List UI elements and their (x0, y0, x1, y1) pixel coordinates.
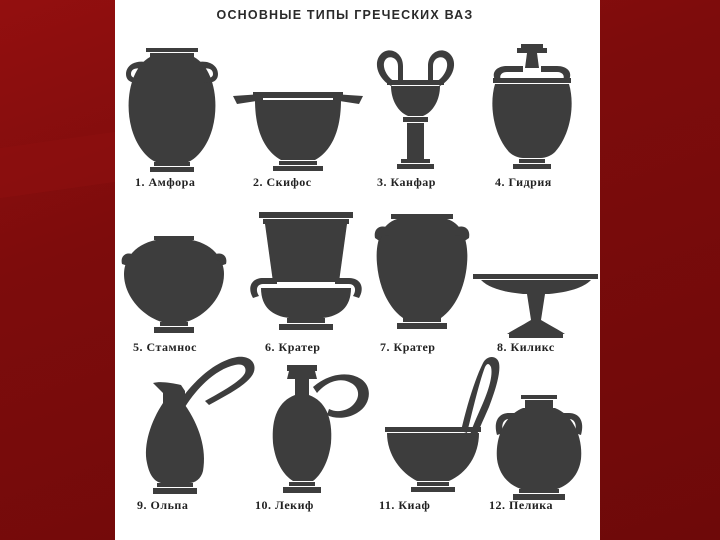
vase-caption-1: 1. Амфора (135, 175, 196, 189)
page-title: ОСНОВНЫЕ ТИПЫ ГРЕЧЕСКИХ ВАЗ (216, 8, 474, 22)
hydria-icon (487, 44, 577, 170)
vase-caption-6: 6. Кратер (265, 340, 321, 354)
vase-caption-8: 8. Киликс (497, 340, 555, 354)
kylix-icon (473, 270, 598, 342)
skyphos-icon (233, 88, 363, 172)
kantharos-icon (373, 48, 458, 170)
vase-caption-7: 7. Кратер (380, 340, 436, 354)
vase-caption-10: 10. Лекиф (255, 498, 314, 512)
vase-caption-4: 4. Гидрия (495, 175, 552, 189)
vase-caption-11: 11. Киаф (379, 498, 431, 512)
volute-krater-icon (373, 214, 471, 336)
olpe-icon (137, 355, 257, 497)
lekythos-icon (265, 365, 377, 497)
stamnos-icon (120, 236, 230, 336)
kyathos-icon (383, 355, 503, 497)
pelike-icon (493, 395, 585, 501)
vase-caption-3: 3. Канфар (377, 175, 436, 189)
amphora-icon (120, 48, 225, 173)
scanned-page (115, 0, 600, 540)
column-krater-icon (247, 212, 365, 336)
vase-caption-9: 9. Ольпа (137, 498, 189, 512)
vase-caption-5: 5. Стамнос (133, 340, 197, 354)
vase-caption-12: 12. Пелика (489, 498, 554, 512)
vase-caption-2: 2. Скифос (253, 175, 312, 189)
